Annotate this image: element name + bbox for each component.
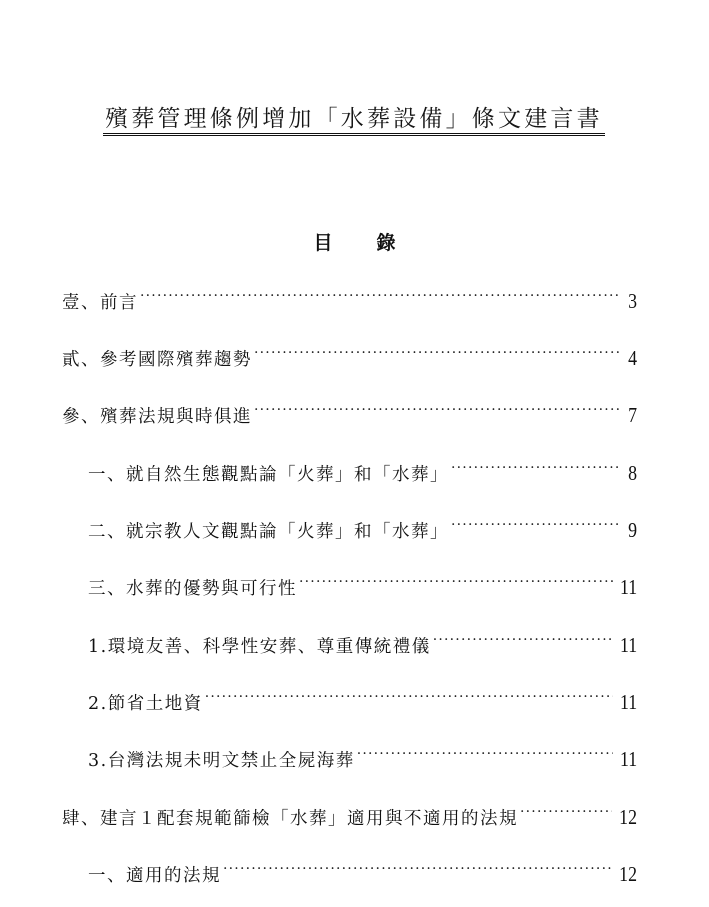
dot-leader (140, 284, 621, 308)
dot-leader (451, 513, 621, 537)
toc-entry-label: 1.環境友善、科學性安葬、尊重傳統禮儀 (88, 637, 431, 657)
toc-entry-page: 12 (619, 862, 637, 886)
toc-entry-label: 三、水葬的優勢與可行性 (88, 579, 297, 599)
document-title: 殯葬管理條例增加「水葬設備」條文建言書 (105, 106, 603, 132)
dot-leader (254, 398, 621, 422)
toc-entry-page: 12 (619, 805, 637, 829)
toc-entry[interactable] (88, 456, 637, 485)
dot-leader (299, 570, 613, 594)
toc-heading-left: 目 (313, 232, 333, 254)
dot-leader (451, 456, 621, 480)
toc-entry-page: 8 (628, 461, 637, 485)
toc-entry[interactable] (62, 398, 637, 427)
toc-heading (0, 228, 709, 255)
dot-leader (223, 857, 612, 881)
toc-heading-right: 錄 (376, 232, 396, 254)
toc-entry[interactable] (88, 513, 637, 542)
toc-entry[interactable] (88, 628, 637, 657)
toc-entry-page: 11 (619, 575, 637, 599)
dot-leader (205, 685, 613, 709)
toc-entry-label: 肆、建言１配套規範篩檢「水葬」適用與不適用的法規 (62, 809, 518, 829)
toc-entry[interactable] (62, 800, 637, 829)
toc-entry-label: 一、就自然生態觀點論「火葬」和「水葬」 (88, 465, 449, 485)
dot-leader (357, 742, 613, 766)
toc-entry[interactable] (88, 685, 637, 714)
toc-entry-page: 11 (619, 633, 637, 657)
toc-entry[interactable] (88, 857, 637, 886)
toc-entry-label: 貳、參考國際殯葬趨勢 (62, 350, 252, 370)
toc-entry-label: 2.節省土地資 (88, 694, 203, 714)
dot-leader (254, 341, 621, 365)
toc-entry-page: 7 (628, 403, 637, 427)
title-double-underline (103, 133, 605, 136)
toc-entry-label: 一、適用的法規 (88, 866, 221, 886)
dot-leader (433, 628, 613, 652)
toc-entry-page: 11 (619, 690, 637, 714)
toc-entry-label: 壹、前言 (62, 293, 138, 313)
toc-entry-page: 9 (628, 518, 637, 542)
toc-entry-label: 二、就宗教人文觀點論「火葬」和「水葬」 (88, 522, 449, 542)
toc-entry-page: 3 (628, 289, 637, 313)
toc-entry-label: 參、殯葬法規與時俱進 (62, 407, 252, 427)
dot-leader (520, 800, 612, 824)
toc-entry[interactable] (62, 284, 637, 313)
toc-entry-page: 4 (628, 346, 637, 370)
toc-entry[interactable] (62, 341, 637, 370)
toc-entry[interactable] (88, 742, 637, 771)
toc-entry[interactable] (88, 570, 637, 599)
toc-entry-page: 11 (619, 747, 637, 771)
toc-entry-label: 3.台灣法規未明文禁止全屍海葬 (88, 751, 355, 771)
